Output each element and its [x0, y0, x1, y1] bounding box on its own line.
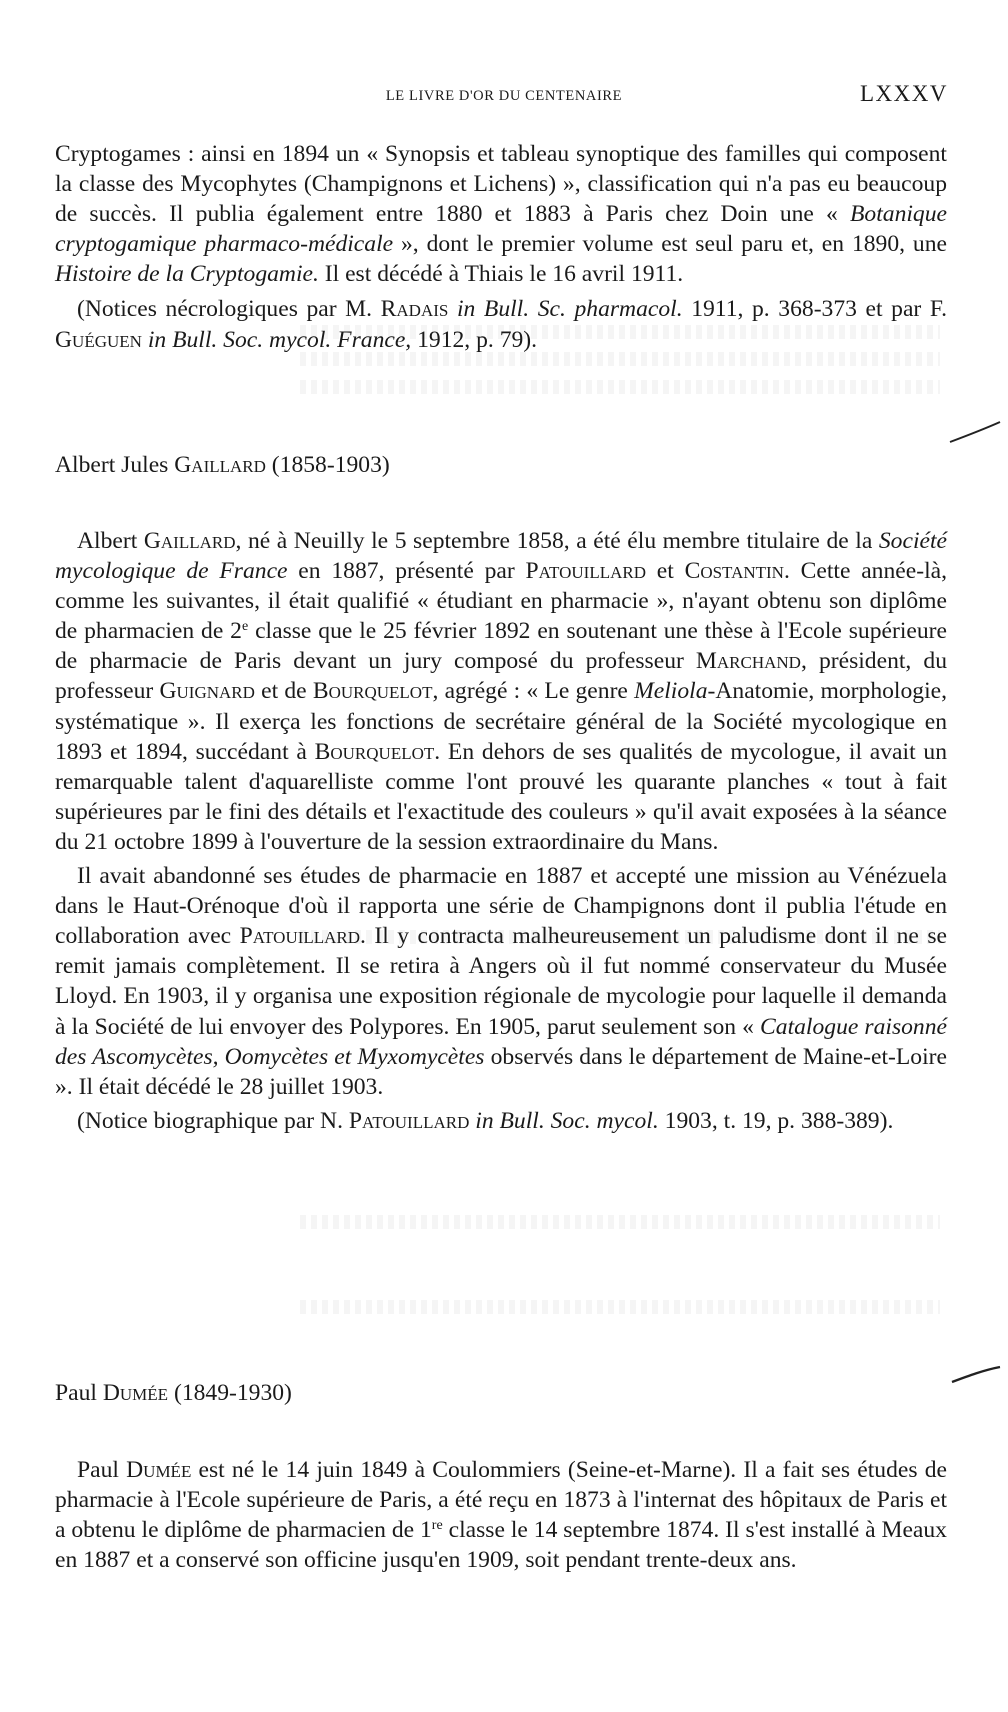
show-through-line [300, 380, 940, 394]
person-name: Gaillard [143, 528, 236, 554]
text-run: Paul [77, 1457, 127, 1483]
text-run: en 1887, présenté par [287, 558, 526, 585]
pencil-mark [950, 1364, 1002, 1386]
person-name: Patouillard [525, 558, 646, 585]
person-name: Dumée [126, 1457, 192, 1483]
book-title: Botanique cryptogamique pharmaco-médicale [55, 201, 947, 258]
text-run: 1912, p. 79). [411, 326, 538, 353]
paragraph [55, 861, 947, 1102]
society-name: Société mycologique de France [55, 528, 947, 585]
text-run: classe que le 25 février 1892 en soutenant une thèse à l'Ecole supérieure de pharmacie de Paris devant un jury composé du professeur [55, 618, 947, 675]
text-run: », dont le premier volume est seul paru et, en 1890, une [393, 231, 947, 258]
superscript: e [241, 619, 249, 635]
paragraph [55, 139, 947, 289]
person-name: Marchand [695, 648, 801, 675]
section-heading-gaillard [55, 450, 390, 480]
text-run: 1903, t. 19, p. 388-389). [658, 1107, 894, 1134]
genus-name: Meliola [634, 678, 708, 705]
book-title: Catalogue raisonné des Ascomycètes, Oomycètes et Myxomycètes [55, 1013, 947, 1070]
journal-title: in Bull. Soc. mycol. France, [141, 326, 412, 353]
text-run: , né à Neuilly le 5 septembre 1858, a été élu membre titulaire de la [235, 528, 879, 554]
text-run: Albert [77, 528, 144, 554]
person-name: Bourquelot [314, 738, 435, 765]
person-name: Bourquelot [312, 678, 433, 705]
superscript: re [431, 1518, 443, 1534]
text-run: -Anatomie, morphologie, systématique ». Il exerça les fonctions de secrétaire général de la Société mycologique en 1893 et 1894, succédant à [55, 678, 947, 765]
text-run: . Cette année-là, comme les suivantes, il était qualifié « étudiant en pharmacie », n'ayant obtenu son diplôme de pharmacien de 2 [55, 558, 947, 645]
text-run: . Il y contracta malheureusement un paludisme dont il ne se remit jamais complètement. Il se retira à Angers où il fut nommé conservateur du Musée Lloyd. En 1903, il y organisa une exposition régionale de mycologie pour laquelle il demanda à la Société de lui envoyer des Polypores. En 1905, parut seulement son « [55, 923, 947, 1040]
heading-text: Paul [55, 1380, 103, 1406]
text-run: classe le 14 septembre 1874. Il s'est installé à Meaux en 1887 et a conservé son officine jusqu'en 1909, soit pendant trente-deux ans. [55, 1517, 947, 1574]
author-name: Radais [380, 296, 449, 323]
reference-paragraph [55, 294, 947, 354]
text-run: (Notices nécrologiques par M. [77, 296, 381, 323]
text-run: et [645, 558, 685, 585]
text-run: Cryptogames : ainsi en 1894 un « Synopsis et tableau synoptique des familles qui composent la classe des Mycophytes (Champignons et Lichens) », classification qui n'a pas eu beaucoup de succès. Il publia également entre 1880 et 1883 à Paris chez Doin une « [55, 141, 947, 228]
book-title: Histoire de la Cryptogamie. [55, 261, 319, 288]
gaillard-biography [55, 526, 947, 1136]
journal-title: in Bull. Sc. pharmacol. [448, 296, 683, 323]
continuation-block [55, 139, 947, 355]
text-run: . En dehors de ses qualités de mycologue, il avait un remarquable talent d'aquarelliste comme l'ont prouvé les quarante planches « tout à fait supérieures par le fini des détails et l'exactitude des couleurs » qu'il avait exposées à la séance du 21 octobre 1899 à l'ouverture de la session extraordinaire du Mans. [55, 738, 948, 855]
paragraph [55, 526, 947, 857]
text-run: , président, du professeur [55, 648, 947, 705]
heading-dates: (1849-1930) [168, 1380, 292, 1406]
show-through-line [300, 1215, 940, 1229]
text-run: est né le 14 juin 1849 à Coulommiers (Seine-et-Marne). Il a fait ses études de pharmacie à l'Ecole supérieure de Paris, a été reçu en 1873 à l'internat des hôpitaux de Paris et a obtenu le diplôme de pharmacien de 1 [55, 1457, 947, 1544]
author-name: Patouillard [348, 1107, 470, 1134]
heading-surname: Gaillard [174, 452, 266, 478]
journal-title: in Bull. Soc. mycol. [469, 1107, 659, 1134]
running-title: LE LIVRE D'OR DU CENTENAIRE [385, 88, 623, 104]
page-number: LXXXV [860, 81, 948, 106]
person-name: Patouillard [239, 923, 361, 950]
section-heading-dumee [55, 1378, 292, 1408]
dumee-biography [55, 1455, 947, 1575]
person-name: Costantin [684, 558, 784, 585]
heading-surname: Dumée [102, 1380, 169, 1406]
text-run: 1911, p. 368-373 et par F. [682, 296, 948, 323]
reference-paragraph [55, 1106, 947, 1136]
person-name: Guignard [159, 678, 255, 705]
text-run: , agrégé : « Le genre [432, 678, 635, 705]
heading-text: Albert Jules [55, 452, 175, 478]
text-run: observés dans le département de Maine-et-Loire ». Il était décédé le 28 juillet 1903. [55, 1043, 947, 1100]
text-run: Il est décédé à Thiais le 16 avril 1911. [318, 261, 684, 288]
show-through-line [300, 1300, 940, 1314]
text-run: Il avait abandonné ses études de pharmacie en 1887 et accepté une mission au Vénézuela dans le Haut-Orénoque d'où il rapporta une série de Champignons dont il publia l'étude en collaboration avec [55, 863, 947, 950]
author-name: Guéguen [55, 326, 142, 353]
pencil-mark [948, 420, 1002, 446]
text-run: et de [254, 678, 313, 705]
text-run: (Notice biographique par N. [77, 1107, 349, 1134]
paragraph [55, 1455, 947, 1575]
heading-dates: (1858-1903) [265, 452, 390, 478]
